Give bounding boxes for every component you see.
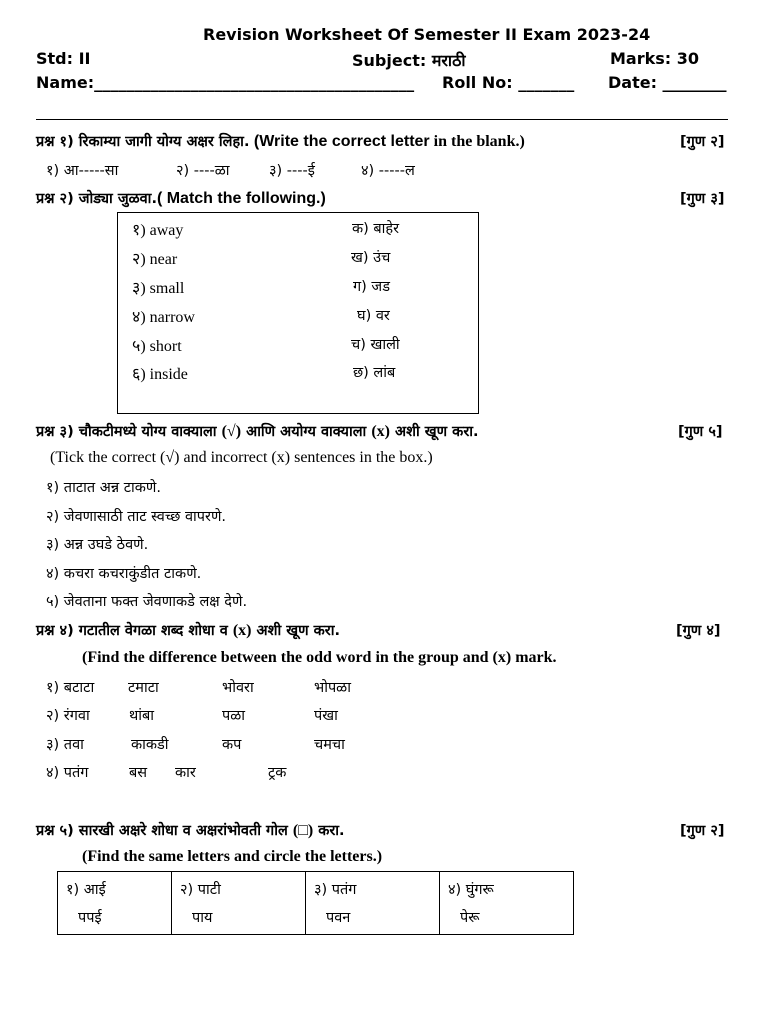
worksheet-title: Revision Worksheet Of Semester II Exam 2023-24 <box>203 25 651 44</box>
q4-word: ट्रक <box>268 765 287 781</box>
q1-item: ३) ----ई <box>269 163 315 179</box>
header-divider <box>36 119 728 120</box>
date-field: Date: ________ <box>608 73 727 92</box>
q3-tick-symbol: (√) <box>221 423 242 440</box>
q4-x-symbol: (x) <box>232 622 252 639</box>
q5-box-symbol: (□) <box>292 822 314 839</box>
q4-word: थांबा <box>129 708 155 724</box>
q3-sentence: १) ताटात अन्न टाकणे. <box>46 480 162 496</box>
q4-word: ४) पतंग <box>46 765 89 781</box>
q4-word: बस <box>129 765 148 781</box>
q1-heading <box>36 131 525 151</box>
q4-word: पळा <box>222 708 246 724</box>
q4-word: भोवरा <box>222 680 254 696</box>
match-right-item: ख) उंच <box>351 250 391 266</box>
q4-word: पंखा <box>314 708 338 724</box>
q4-subtitle: (Find the difference between the odd word in the group and (x) mark. <box>82 649 557 666</box>
q4-marks: [गुण ४] <box>676 623 721 639</box>
q3-label-mr: प्रश्न ३) चौकटीमध्ये योग्य वाक्याला <box>36 424 222 440</box>
q4-word: कार <box>175 765 196 781</box>
q5-word-1: २) पाटी <box>180 882 221 898</box>
q1-label-en2: in the blank.) <box>429 133 525 150</box>
roll-no-field: Roll No: _______ <box>442 73 575 92</box>
q4-label-mr: प्रश्न ४) गटातील वेगळा शब्द शोधा व <box>36 623 233 639</box>
q4-label-end: अशी खूण करा. <box>251 623 340 639</box>
q4-word: कप <box>222 737 242 753</box>
match-right-item: छ) लांब <box>353 365 396 381</box>
q3-sentence: ५) जेवताना फक्त जेवणाकडे लक्ष देणे. <box>46 594 248 610</box>
marks-label: Marks: 30 <box>610 49 700 68</box>
q4-word: काकडी <box>131 737 169 753</box>
q5-word-2: पाय <box>192 910 213 926</box>
q1-item: ४) -----ल <box>361 163 415 179</box>
match-left-item: २) near <box>132 251 178 268</box>
q5-word-1: १) आई <box>66 882 106 898</box>
q3-label-mid: आणि अयोग्य वाक्याला <box>241 424 372 440</box>
q5-table-row <box>58 872 574 935</box>
subject-value: मराठी <box>431 51 466 70</box>
q5-label-mr: प्रश्न ५) सारखी अक्षरे शोधा व अक्षरांभोवती गोल <box>36 823 293 839</box>
match-right-item: क) बाहेर <box>352 221 400 237</box>
q4-word: टमाटा <box>128 680 159 696</box>
q5-cell <box>172 872 306 935</box>
q3-heading <box>36 421 479 441</box>
q3-label-end: अशी खूण करा. <box>390 424 479 440</box>
q4-word: १) बटाटा <box>46 680 95 696</box>
q5-word-2: पपई <box>78 910 102 926</box>
q2-marks: [गुण ३] <box>680 191 725 207</box>
q2-label-mr: प्रश्न २) जोड्या जुळवा. <box>36 191 157 207</box>
match-left-item: ५) short <box>132 338 182 355</box>
q5-subtitle: (Find the same letters and circle the letters.) <box>82 848 383 865</box>
match-right-item: च) खाली <box>351 337 400 353</box>
match-left-item: ४) narrow <box>132 309 195 326</box>
q3-marks: [गुण ५] <box>678 424 723 440</box>
q3-sentence: ३) अन्न उघडे ठेवणे. <box>46 537 149 553</box>
subject-label <box>352 49 466 71</box>
match-right-item: घ) वर <box>357 308 390 324</box>
q5-cell <box>440 872 574 935</box>
q1-marks: [गुण २] <box>680 134 725 150</box>
q4-word: भोपळा <box>314 680 351 696</box>
q4-word: २) रंगवा <box>46 708 90 724</box>
q5-word-1: ४) घुंगरू <box>448 882 494 898</box>
q5-word-2: पवन <box>326 910 351 926</box>
q5-cell <box>58 872 172 935</box>
q3-sentence: २) जेवणासाठी ताट स्वच्छ वापरणे. <box>46 509 227 525</box>
q4-word: चमचा <box>314 737 345 753</box>
q1-item: २) ----ळा <box>176 163 230 179</box>
q1-item: १) आ-----सा <box>46 163 119 179</box>
name-field: Name:________________________________________ <box>36 73 415 92</box>
std-label: Std: II <box>36 49 91 68</box>
q1-label-mr: प्रश्न १) रिकाम्या जागी योग्य अक्षर लिहा. <box>36 134 250 150</box>
q4-word: ३) तवा <box>46 737 84 753</box>
q3-x-symbol: (x) <box>371 423 390 440</box>
q5-marks: [गुण २] <box>680 823 725 839</box>
q2-label-en: ( Match the following.) <box>156 190 326 207</box>
q2-heading <box>36 188 326 208</box>
q5-label-end: करा. <box>313 823 345 839</box>
match-left-item: १) away <box>132 222 184 239</box>
match-left-item: ३) small <box>132 280 185 297</box>
subject-label-text: Subject: <box>352 51 432 70</box>
q5-cell <box>306 872 440 935</box>
match-right-item: ग) जड <box>353 279 390 295</box>
q5-word-2: पेरू <box>460 910 480 926</box>
q1-label-en: (Write the correct letter <box>249 133 430 150</box>
q3-subtitle: (Tick the correct (√) and incorrect (x) sentences in the box.) <box>50 449 433 466</box>
q5-word-1: ३) पतंग <box>314 882 357 898</box>
match-left-item: ६) inside <box>132 366 188 383</box>
q5-heading <box>36 820 345 840</box>
q4-heading <box>36 620 340 640</box>
q5-table <box>57 871 574 935</box>
q3-sentence: ४) कचरा कचराकुंडीत टाकणे. <box>46 566 202 582</box>
